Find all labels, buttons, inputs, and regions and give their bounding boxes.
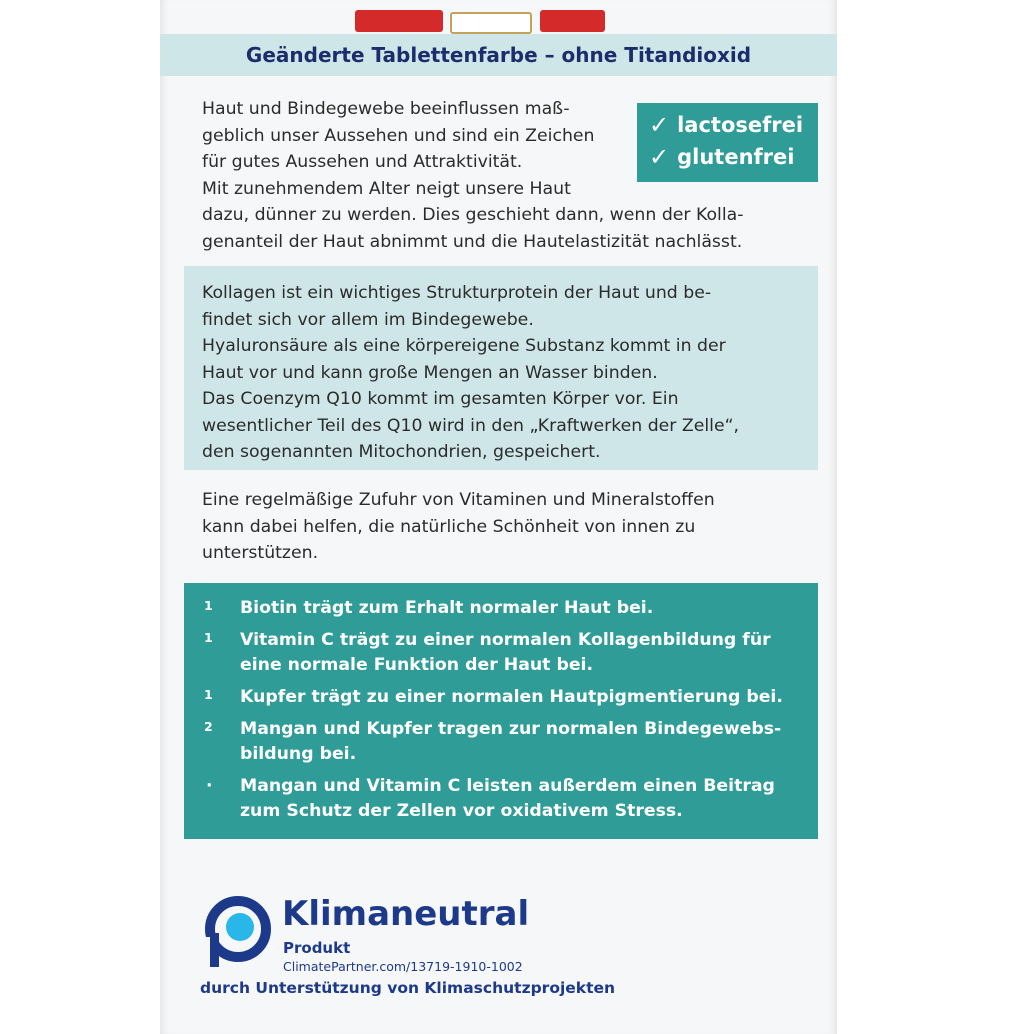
health-claims-panel bbox=[184, 583, 818, 839]
klimaneutral-footer: durch Unterstützung von Klimaschutzprojekten bbox=[200, 979, 616, 997]
claim-line: Vitamin C trägt zu einer normalen Kollagenbildung für bbox=[240, 630, 771, 650]
info-line: Hyaluronsäure als eine körpereigene Substanz kommt in der bbox=[202, 336, 726, 356]
info-line: den sogenannten Mitochondrien, gespeichert. bbox=[202, 442, 601, 462]
intro-line: geblich unser Aussehen und sind ein Zeichen bbox=[202, 125, 595, 146]
claim-line: zum Schutz der Zellen vor oxidativem Stress. bbox=[240, 801, 683, 821]
claim-line: Biotin trägt zum Erhalt normaler Haut bei. bbox=[240, 598, 654, 618]
claim-item bbox=[202, 628, 800, 678]
info-line: findet sich vor allem im Bindegewebe. bbox=[202, 309, 534, 330]
intro-line: dazu, dünner zu werden. Dies geschieht dann, wenn der Kolla- bbox=[202, 205, 744, 225]
footnote-mark: 1 bbox=[204, 687, 213, 702]
bullet-mark: · bbox=[206, 776, 213, 796]
claim-line: Mangan und Kupfer tragen zur normalen Bindegewebs- bbox=[240, 719, 782, 739]
info-line: Haut vor und kann große Mengen an Wasser binden. bbox=[202, 362, 658, 383]
package-top-flap bbox=[160, 0, 837, 34]
badge-item bbox=[649, 109, 818, 141]
claim-line: Kupfer trägt zu einer normalen Hautpigmentierung bei. bbox=[240, 687, 783, 707]
footnote-mark: 1 bbox=[204, 630, 213, 645]
climatepartner-url: ClimatePartner.com/13719-1910-1002 bbox=[283, 959, 523, 974]
badge-item bbox=[649, 141, 818, 173]
info-line: Das Coenzym Q10 kommt im gesamten Körper vor. Ein bbox=[202, 389, 679, 409]
claim-line: eine normale Funktion der Haut bei. bbox=[240, 655, 594, 675]
info-panel bbox=[184, 266, 818, 470]
footnote-mark: 2 bbox=[204, 719, 213, 734]
paragraph-line: kann dabei helfen, die natürliche Schönheit von innen zu bbox=[202, 516, 696, 537]
intro-line: Haut und Bindegewebe beeinflussen maß- bbox=[202, 99, 570, 119]
gold-label-decoration bbox=[450, 12, 532, 34]
klimaneutral-subtitle: Produkt bbox=[283, 939, 351, 957]
check-icon: ✓ bbox=[649, 111, 670, 139]
claim-item bbox=[202, 596, 800, 621]
intro-line: genanteil der Haut abnimmt und die Hautelastizität nachlässt. bbox=[202, 231, 743, 252]
badge-label: lactosefrei bbox=[677, 113, 804, 137]
claim-line: Mangan und Vitamin C leisten außerdem einen Beitrag bbox=[240, 776, 775, 796]
banner-title: Geänderte Tablettenfarbe – ohne Titandioxid bbox=[160, 34, 837, 76]
badge-label: glutenfrei bbox=[677, 145, 795, 169]
claim-item bbox=[202, 717, 800, 767]
info-line: wesentlicher Teil des Q10 wird in den „Kraftwerken der Zelle“, bbox=[202, 415, 740, 436]
klimaneutral-title: Klimaneutral bbox=[282, 894, 530, 934]
claim-item bbox=[202, 774, 800, 824]
package-back bbox=[160, 0, 837, 1034]
claim-line: bildung bei. bbox=[240, 744, 357, 764]
vitamin-paragraph bbox=[202, 487, 802, 567]
paragraph-line: Eine regelmäßige Zufuhr von Vitaminen und Mineralstoffen bbox=[202, 490, 715, 510]
paragraph-line: unterstützen. bbox=[202, 543, 319, 563]
intro-line: für gutes Aussehen und Attraktivität. bbox=[202, 152, 523, 172]
red-label-decoration bbox=[355, 10, 443, 32]
claim-item bbox=[202, 685, 800, 710]
dietary-badge bbox=[637, 103, 818, 182]
info-line: Kollagen ist ein wichtiges Strukturprotein der Haut und be- bbox=[202, 283, 712, 303]
climatepartner-logo-icon bbox=[200, 893, 276, 969]
red-label-decoration-2 bbox=[540, 10, 605, 32]
check-icon: ✓ bbox=[649, 143, 670, 171]
intro-line: Mit zunehmendem Alter neigt unsere Haut bbox=[202, 178, 571, 199]
footnote-mark: 1 bbox=[204, 598, 213, 613]
